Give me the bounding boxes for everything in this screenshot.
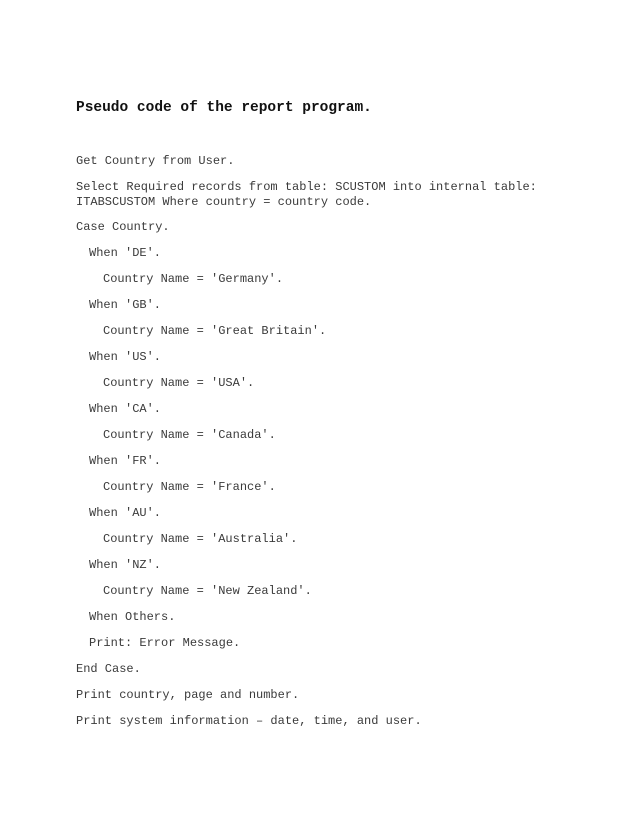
- code-line: Country Name = 'France'.: [103, 480, 276, 494]
- code-line: When 'NZ'.: [89, 558, 162, 572]
- code-line: When 'GB'.: [89, 298, 162, 312]
- document-title: Pseudo code of the report program.: [76, 100, 372, 116]
- code-line: Print system information – date, time, and user.: [76, 714, 422, 728]
- code-line: When 'AU'.: [89, 506, 162, 520]
- code-line: Get Country from User.: [76, 154, 235, 168]
- code-line: Country Name = 'New Zealand'.: [103, 584, 312, 598]
- code-line: Case Country.: [76, 220, 170, 234]
- code-line: ITABSCUSTOM Where country = country code.: [76, 195, 372, 209]
- code-line: When Others.: [89, 610, 176, 624]
- code-line: When 'CA'.: [89, 402, 162, 416]
- code-line: Select Required records from table: SCUSTOM into internal table:: [76, 180, 537, 194]
- code-line: Country Name = 'USA'.: [103, 376, 255, 390]
- code-line: When 'FR'.: [89, 454, 162, 468]
- code-line: Country Name = 'Great Britain'.: [103, 324, 327, 338]
- code-line: Country Name = 'Canada'.: [103, 428, 276, 442]
- code-line: Country Name = 'Australia'.: [103, 532, 298, 546]
- code-line: Country Name = 'Germany'.: [103, 272, 284, 286]
- code-line: Print country, page and number.: [76, 688, 300, 702]
- code-line: Print: Error Message.: [89, 636, 241, 650]
- code-line: When 'US'.: [89, 350, 162, 364]
- code-line: When 'DE'.: [89, 246, 162, 260]
- code-line: End Case.: [76, 662, 141, 676]
